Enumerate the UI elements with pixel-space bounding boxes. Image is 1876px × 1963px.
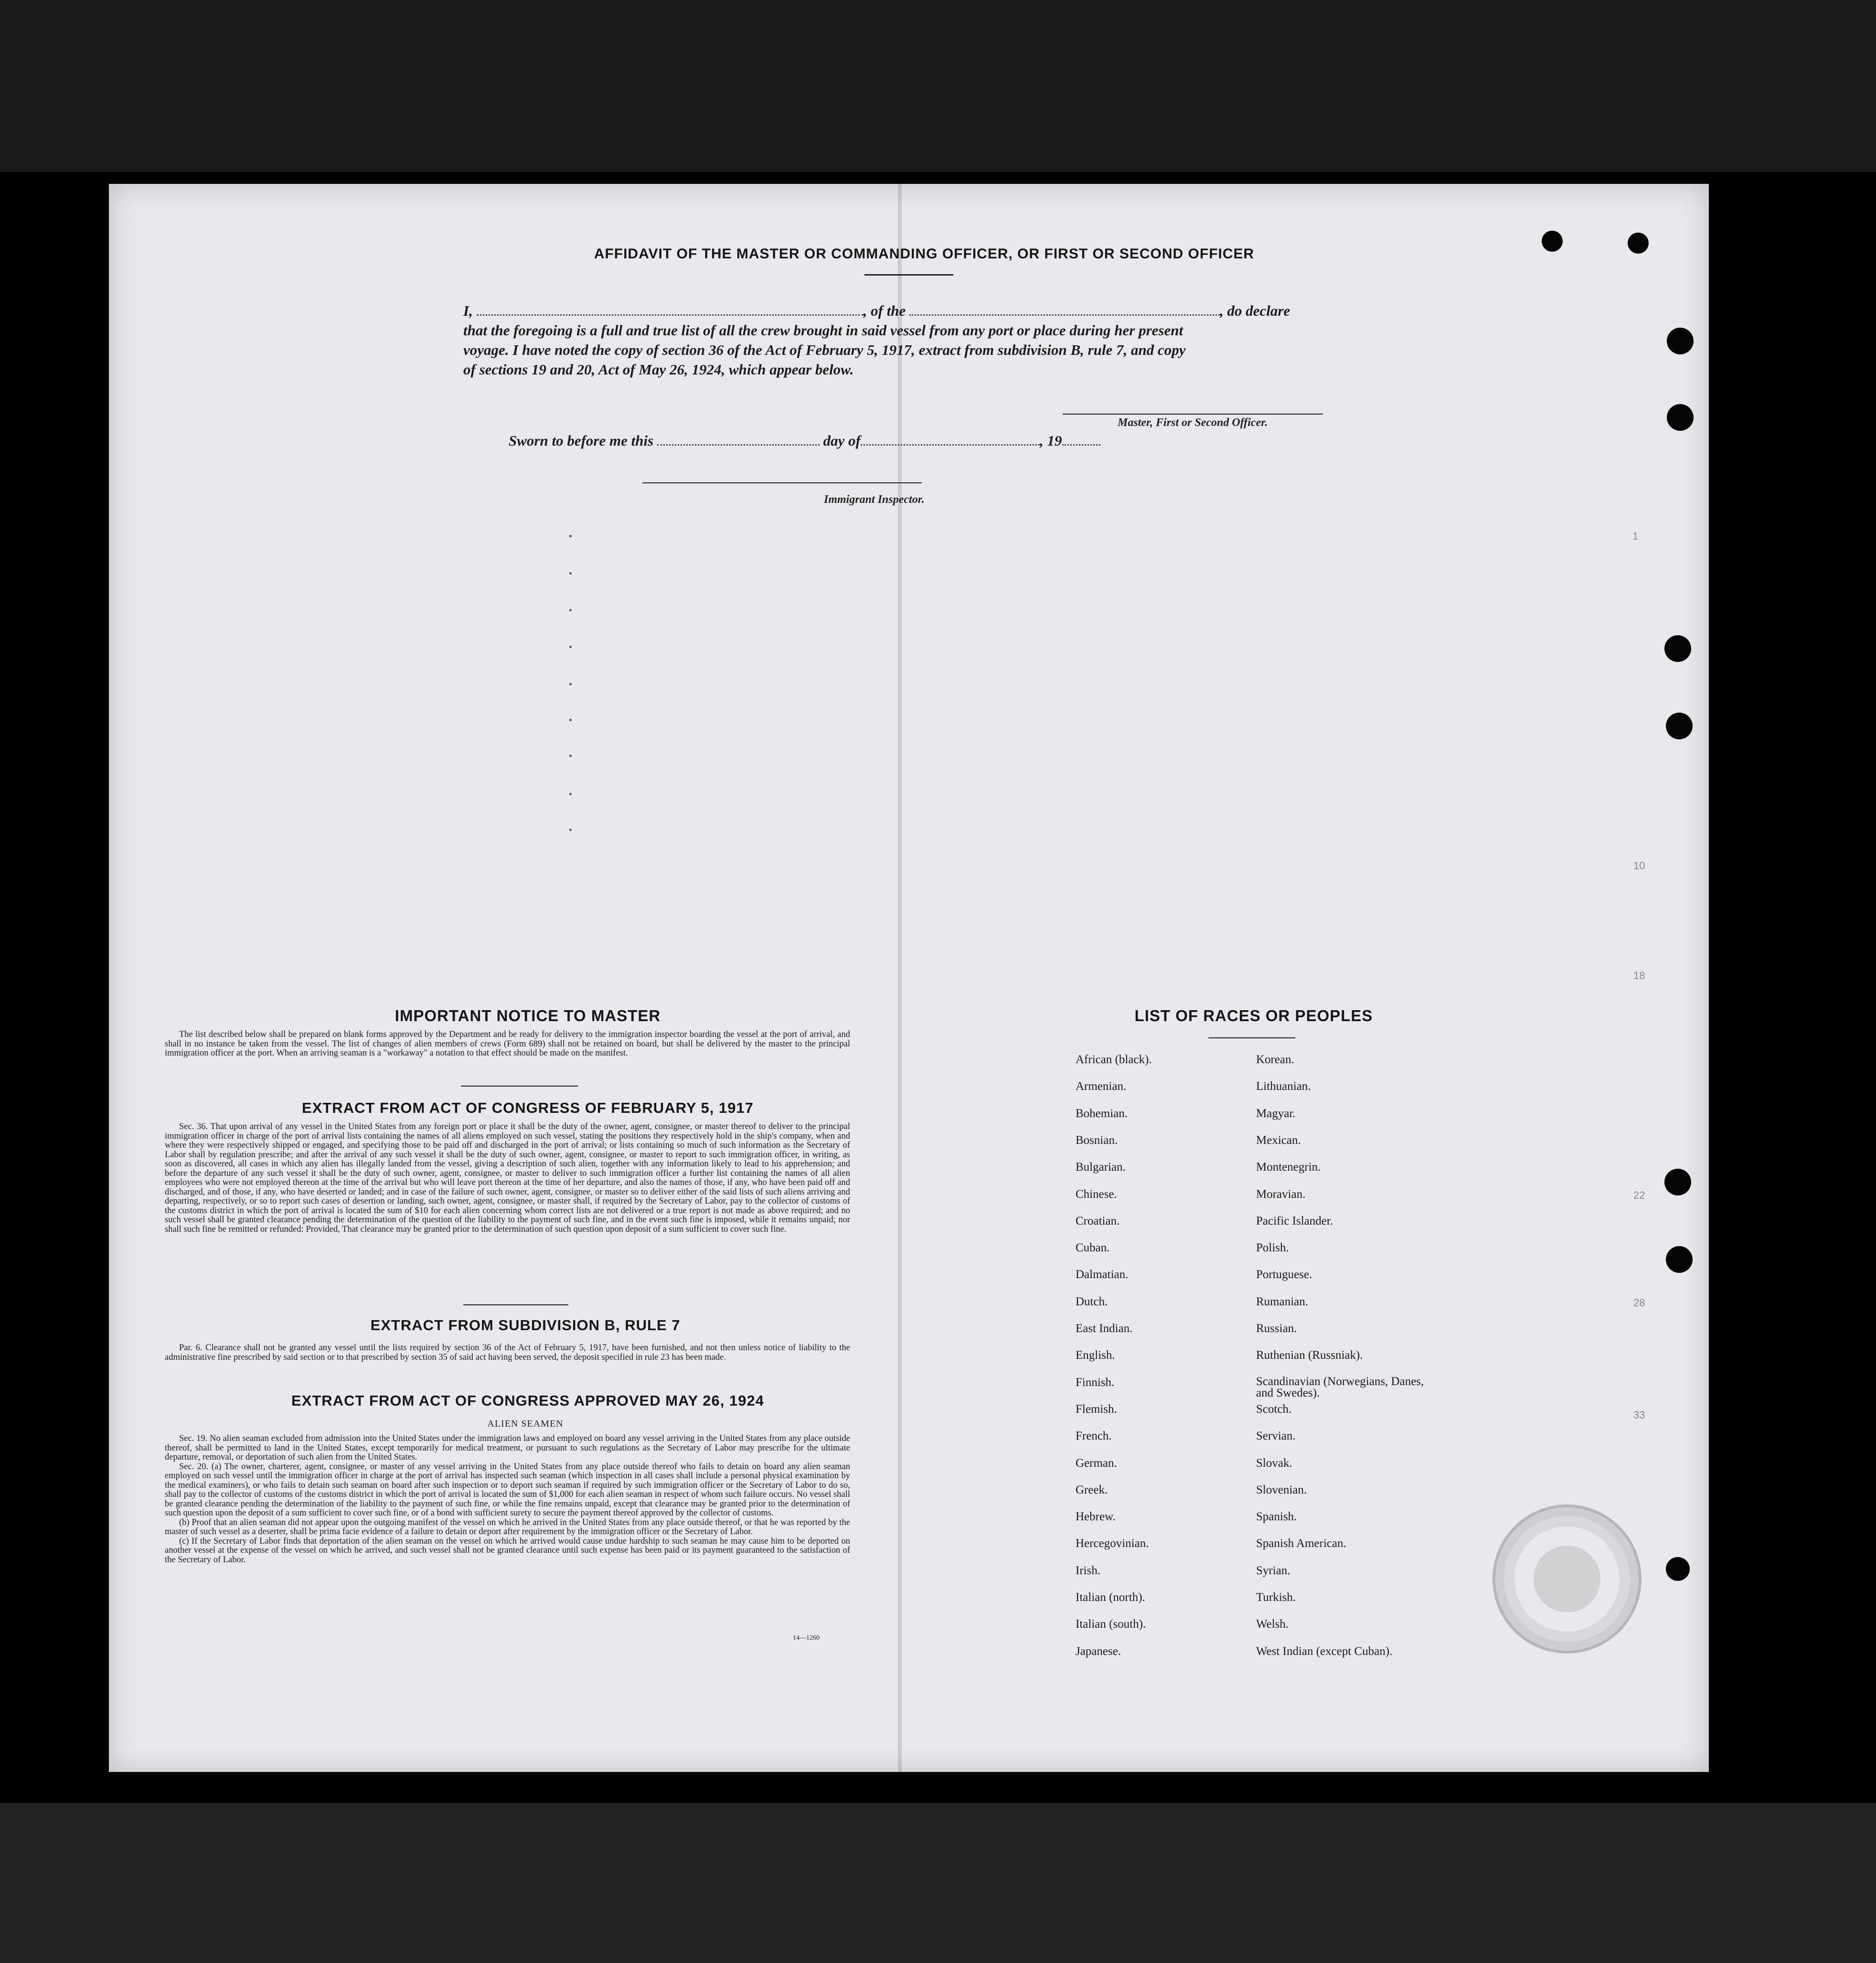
- sec-20b-paragraph: (b) Proof that an alien seaman did not appear upon the outgoing manifest of the vessel on which he arrived in the United States from any place outside thereof, or that he was reported by the master of such vessel as a deserter, shall be prima facie evidence of a failure to detain or deport after requirement by the immigration officer or the Secretary of Labor.: [165, 1517, 850, 1536]
- race-item: Hebrew.: [1076, 1510, 1116, 1523]
- sec-19-paragraph: Sec. 19. No alien seaman excluded from admission into the United States under the immigration laws and employed on board any vessel arriving in the United States from any place outside thereof, shall be permitted to land in the United States, except temporarily for medical treatment, or pursuant to such regulations as the Secretary of Labor may prescribe for the ultimate departure, removal, or deportation of such alien from the United States.: [165, 1434, 850, 1462]
- sworn-line: [509, 432, 1100, 449]
- speck: [569, 609, 572, 611]
- races-title: LIST OF RACES OR PEOPLES: [1134, 1007, 1373, 1024]
- speck: [569, 793, 572, 795]
- extract-rule7-body: [165, 1344, 850, 1362]
- speck: [569, 572, 572, 575]
- race-item: Dalmatian.: [1076, 1268, 1129, 1281]
- punch-hole: [1666, 1557, 1690, 1581]
- declaration-line-4: of sections 19 and 20, Act of May 26, 1924, which appear below.: [463, 361, 854, 378]
- do-declare-label: , do declare: [1220, 302, 1290, 319]
- race-item: Japanese.: [1076, 1645, 1121, 1658]
- race-item: Servian.: [1256, 1430, 1296, 1442]
- sworn-year-blank[interactable]: [1062, 444, 1100, 446]
- film-border-bottom: [0, 1803, 1876, 1963]
- race-item: Slovak.: [1256, 1457, 1292, 1470]
- margin-mark: 10: [1633, 860, 1645, 872]
- divider: [461, 1086, 578, 1087]
- race-item: English.: [1076, 1349, 1115, 1362]
- notice-paragraph: The list described below shall be prepared on blank forms approved by the Department and be ready for delivery to the immigration inspector boarding the vessel at the port of arrival, and shall in no instance be taken from the vessel. The list of changes of alien members of crews (Form 689) shall not be retained on board, but shall be delivered by the master to the principal immigration officer at the port. When an arriving seaman is a "workaway" a notation to that effect should be made on the manifest.: [165, 1030, 850, 1058]
- declaration-line-3: voyage. I have noted the copy of section 36 of the Act of February 5, 1917, extract from subdivision B, rule 7, and copy: [463, 341, 1186, 358]
- race-item: Finnish.: [1076, 1376, 1115, 1389]
- race-item: Bohemian.: [1076, 1107, 1128, 1120]
- punch-hole: [1542, 231, 1563, 252]
- race-item: Cuban.: [1076, 1241, 1110, 1254]
- race-item: Flemish.: [1076, 1403, 1117, 1416]
- name-blank[interactable]: [477, 314, 863, 316]
- i-label: I,: [463, 302, 473, 319]
- punch-hole: [1628, 233, 1649, 254]
- speck: [569, 535, 572, 537]
- inspector-line: [642, 482, 922, 483]
- year-prefix: , 19: [1040, 432, 1062, 449]
- affidavit-declaration: [463, 301, 1354, 379]
- race-item: Montenegrin.: [1256, 1161, 1321, 1174]
- race-item: West Indian (except Cuban).: [1256, 1645, 1393, 1658]
- extract-1924-subtitle: ALIEN SEAMEN: [487, 1419, 564, 1429]
- race-item: French.: [1076, 1430, 1112, 1442]
- race-item: Rumanian.: [1256, 1295, 1309, 1308]
- race-item: Bulgarian.: [1076, 1161, 1126, 1174]
- signature-label: Master, First or Second Officer.: [1118, 416, 1268, 429]
- center-fold: [898, 184, 902, 1772]
- race-item: Armenian.: [1076, 1080, 1127, 1093]
- races-underline: [1208, 1037, 1295, 1038]
- race-item: African (black).: [1076, 1053, 1152, 1066]
- race-item: Spanish.: [1256, 1510, 1297, 1523]
- extract-1924-title: EXTRACT FROM ACT OF CONGRESS APPROVED MAY 26, 1924: [291, 1392, 764, 1409]
- day-of-label: day of: [823, 432, 861, 449]
- race-item: Croatian.: [1076, 1215, 1120, 1227]
- race-item: Moravian.: [1256, 1188, 1306, 1201]
- seal-stamp: [1492, 1504, 1642, 1654]
- speck: [569, 719, 572, 721]
- punch-hole: [1664, 635, 1691, 662]
- race-item: Portuguese.: [1256, 1268, 1312, 1281]
- declaration-line-1: [463, 301, 1354, 320]
- race-item: Syrian.: [1256, 1564, 1290, 1577]
- punch-hole: [1667, 404, 1694, 431]
- sworn-month-blank[interactable]: [861, 444, 1040, 446]
- race-item: Scotch.: [1256, 1403, 1292, 1416]
- vessel-blank[interactable]: [909, 314, 1220, 316]
- declaration-line-2: that the foregoing is a full and true list of all the crew brought in said vessel from any port or place during her present: [463, 322, 1183, 339]
- race-item: Hercegovinian.: [1076, 1537, 1149, 1550]
- notice-title: IMPORTANT NOTICE TO MASTER: [394, 1007, 661, 1024]
- race-item: Chinese.: [1076, 1188, 1117, 1201]
- margin-mark: 1: [1632, 530, 1639, 542]
- punch-hole: [1667, 328, 1694, 354]
- margin-mark: 33: [1633, 1409, 1645, 1421]
- race-item: Turkish.: [1256, 1591, 1296, 1604]
- race-item: Scandinavian (Norwegians, Danes, and Swedes).: [1256, 1375, 1424, 1399]
- margin-mark: 22: [1633, 1189, 1645, 1201]
- speck: [569, 829, 572, 831]
- divider: [463, 1304, 568, 1305]
- signature-line: [1063, 414, 1323, 415]
- affidavit-title: AFFIDAVIT OF THE MASTER OR COMMANDING OFFICER, OR FIRST OR SECOND OFFICER: [594, 246, 1255, 262]
- race-item: Italian (north).: [1076, 1591, 1145, 1604]
- race-item: Irish.: [1076, 1564, 1101, 1577]
- punch-hole: [1666, 1246, 1693, 1273]
- of-the-label: , of the: [863, 302, 906, 319]
- race-item: Pacific Islander.: [1256, 1215, 1333, 1227]
- speck: [569, 646, 572, 648]
- race-item: Mexican.: [1256, 1134, 1301, 1147]
- extract-1917-body: [165, 1122, 850, 1234]
- race-item: Bosnian.: [1076, 1134, 1118, 1147]
- sworn-prefix: Sworn to before me this: [509, 432, 654, 449]
- race-item: Italian (south).: [1076, 1618, 1146, 1631]
- form-number: 14—1260: [793, 1634, 820, 1642]
- race-item: Greek.: [1076, 1483, 1108, 1496]
- title-underline: [864, 274, 953, 276]
- extract-1924-body: [165, 1434, 850, 1565]
- race-item: Polish.: [1256, 1241, 1289, 1254]
- sworn-day-blank[interactable]: [657, 444, 820, 446]
- punch-hole: [1664, 1169, 1691, 1195]
- margin-mark: 28: [1633, 1297, 1645, 1309]
- race-item: East Indian.: [1076, 1322, 1133, 1335]
- notice-body: [165, 1030, 850, 1058]
- race-item: Lithuanian.: [1256, 1080, 1311, 1093]
- race-item: Slovenian.: [1256, 1483, 1307, 1496]
- film-border-top: [0, 0, 1876, 172]
- race-item: Dutch.: [1076, 1295, 1108, 1308]
- race-item: Welsh.: [1256, 1618, 1289, 1631]
- speck: [569, 755, 572, 757]
- race-item: Magyar.: [1256, 1107, 1296, 1120]
- extract-rule7-title: EXTRACT FROM SUBDIVISION B, RULE 7: [370, 1317, 681, 1334]
- extract-rule7-paragraph: Par. 6. Clearance shall not be granted any vessel until the lists required by section 36 of the Act of February 5, 1917, have been furnished, and not then unless notice of liability to the administrative fine prescribed by said section or to that prescribed by section 35 of said act having been served, the deposit specified in rule 23 has been made.: [165, 1343, 850, 1362]
- punch-hole: [1666, 713, 1693, 739]
- race-item: Spanish American.: [1256, 1537, 1346, 1550]
- extract-1917-paragraph: Sec. 36. That upon arrival of any vessel in the United States from any foreign port or place it shall be the duty of the owner, agent, consignee, or master thereof to deliver to the principal immigration officer in charge of the port of arrival lists containing the names of all aliens employed on such vessel, stating the positions they respectively hold in the ship's company, when and where they were respectively shipped or engaged, and specifying those to be paid off and discharged in the port of arrival; or lists containing so much of such information as the Secretary of Labor shall by regulation prescribe; and after the arrival of any such vessel it shall be the duty of such owner, agent, consignee, or master to report to such immigration officer, in writing, as soon as discovered, all cases in which any alien has illegally landed from the vessel, giving a description of such alien, together with any information likely to lead to his apprehension; and before the departure of any such vessel it shall be the duty of such owner, agent, consignee, or master to deliver to such immigration officer a further list containing the names of all alien employees who were not employed thereon at the time of the arrival but who will leave port thereon at the time of her departure, and also the names of those, if any, who have been paid off and discharged, and of those, if any, who have deserted or landed; and in case of the failure of such owner, agent, consignee, or master so to deliver either of the said lists of such aliens arriving and departing, respectively, or so to report such cases of desertion or landing, such owner, agent, consignee, or master shall, if required by the Secretary of Labor, pay to the collector of customs of the customs district in which the port of arrival is located the sum of $10 for each alien concerning whom correct lists are not delivered or a true report is not made as above required; and no such vessel shall be granted clearance pending the determination of the question of the liability to the payment of such fine, and in the event such fine is imposed, while it remains unpaid; nor shall such fine be remitted or refunded: Provided, That clearance may be granted prior to the determination of such question upon deposit of a sum sufficient to cover such fine.: [165, 1122, 850, 1234]
- race-item: Ruthenian (Russniak).: [1256, 1349, 1363, 1362]
- sec-20c-paragraph: (c) If the Secretary of Labor finds that deportation of the alien seaman on the vessel on which he arrived would cause undue hardship to such seaman he may cause him to be deported on another vessel at the expense of the vessel on which he arrived, and such vessel shall not be granted clearance until such expense has been paid or its payment guaranteed to the satisfaction of the Secretary of Labor.: [165, 1536, 850, 1565]
- margin-mark: 18: [1633, 970, 1645, 982]
- extract-1917-title: EXTRACT FROM ACT OF CONGRESS OF FEBRUARY 5, 1917: [302, 1099, 754, 1116]
- race-item: German.: [1076, 1457, 1117, 1470]
- speck: [569, 683, 572, 685]
- race-item: Russian.: [1256, 1322, 1297, 1335]
- race-item: Korean.: [1256, 1053, 1294, 1066]
- inspector-label: Immigrant Inspector.: [824, 493, 925, 506]
- sec-20a-paragraph: Sec. 20. (a) The owner, charterer, agent, consignee, or master of any vessel arriving in the United States from any place outside thereof who fails to detain on board any alien seaman employed on such vessel until the immigration officer in charge at the port of arrival has inspected such seaman (which inspection in all cases shall include a personal physical examination by the medical examiners), or who fails to detain such seaman on board after such inspection or to deport such seaman if required by such immigration officer or the Secretary of Labor to do so, shall pay to the collector of customs of the customs district in which the port of arrival is located the sum of $1,000 for each alien seaman in respect of whom such failure occurs. No vessel shall be granted clearance pending the determination of the liability to the payment of such fine, or while the fine remains unpaid, except that clearance may be granted prior to the determination of such question upon the deposit of a sum sufficient to cover such fine, or of a bond with sufficient surety to secure the payment thereof approved by the collector of customs.: [165, 1462, 850, 1518]
